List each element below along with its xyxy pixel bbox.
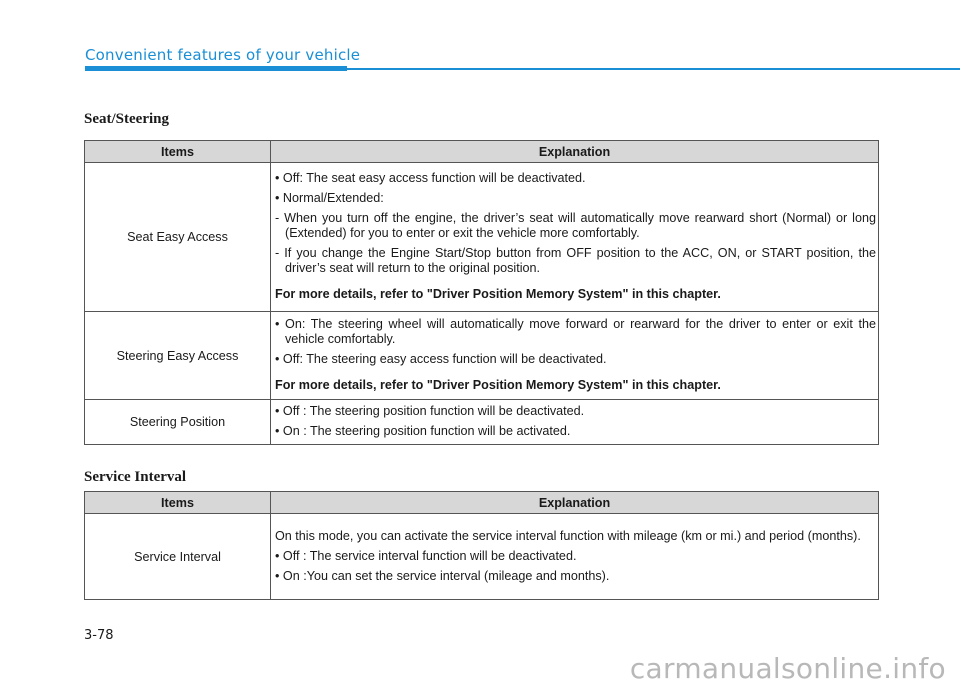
service-interval-table [84,491,879,600]
table-header-row [85,492,879,514]
section-title-service-interval: Service Interval [84,469,187,485]
header-title: Convenient features of your vehicle [85,46,361,64]
table-row [85,514,879,600]
explanation-line: • Off : The service interval function will be deactivated. [275,548,577,563]
seat-steering-table [84,140,879,445]
explanation-line: • On : The steering position function will be activated. [275,424,571,438]
table-header-row [85,141,879,163]
explanation-line: On this mode, you can activate the service interval function with mileage (km or mi.) and period (months). [275,528,861,543]
explanation-line: • Off : The steering position function will be deactivated. [275,404,585,418]
explanation-line: • On: The steering wheel will automatically move forward or rearward for the driver to enter or exit the vehicle comfortably. [275,317,876,346]
column-header-items: Items [85,492,271,514]
explanation-seat-easy-access [271,163,879,312]
table-row [85,312,879,400]
item-seat-easy-access: Seat Easy Access [85,163,271,312]
column-header-items: Items [85,141,271,163]
item-steering-position: Steering Position [85,400,271,445]
item-service-interval: Service Interval [85,514,271,600]
page-number: 3-78 [84,628,114,643]
explanation-steering-position [271,400,879,445]
header-rule [347,68,960,70]
reference-note: For more details, refer to "Driver Position Memory System" in this chapter. [275,378,721,392]
reference-note: For more details, refer to "Driver Position Memory System" in this chapter. [275,287,721,301]
column-header-explanation: Explanation [271,492,879,514]
watermark: carmanualsonline.info [629,652,946,685]
column-header-explanation: Explanation [271,141,879,163]
section-title-seat-steering: Seat/Steering [84,111,169,127]
header-accent-bar [85,66,347,71]
explanation-line: • On :You can set the service interval (mileage and months). [275,568,610,583]
explanation-line: • Off: The steering easy access function will be deactivated. [275,352,607,366]
explanation-line: • Off: The seat easy access function will be deactivated. [275,171,586,185]
explanation-steering-easy-access [271,312,879,400]
explanation-line: • Normal/Extended: [275,191,384,205]
explanation-line: - When you turn off the engine, the driver’s seat will automatically move rearward short (Normal) or long (Extended) for you to enter or exit the vehicle more comfortably. [275,211,876,240]
explanation-service-interval [271,514,879,600]
item-steering-easy-access: Steering Easy Access [85,312,271,400]
table-row [85,163,879,312]
table-row [85,400,879,445]
explanation-line: - If you change the Engine Start/Stop button from OFF position to the ACC, ON, or START position, the driver’s seat will return to the original position. [275,246,876,275]
